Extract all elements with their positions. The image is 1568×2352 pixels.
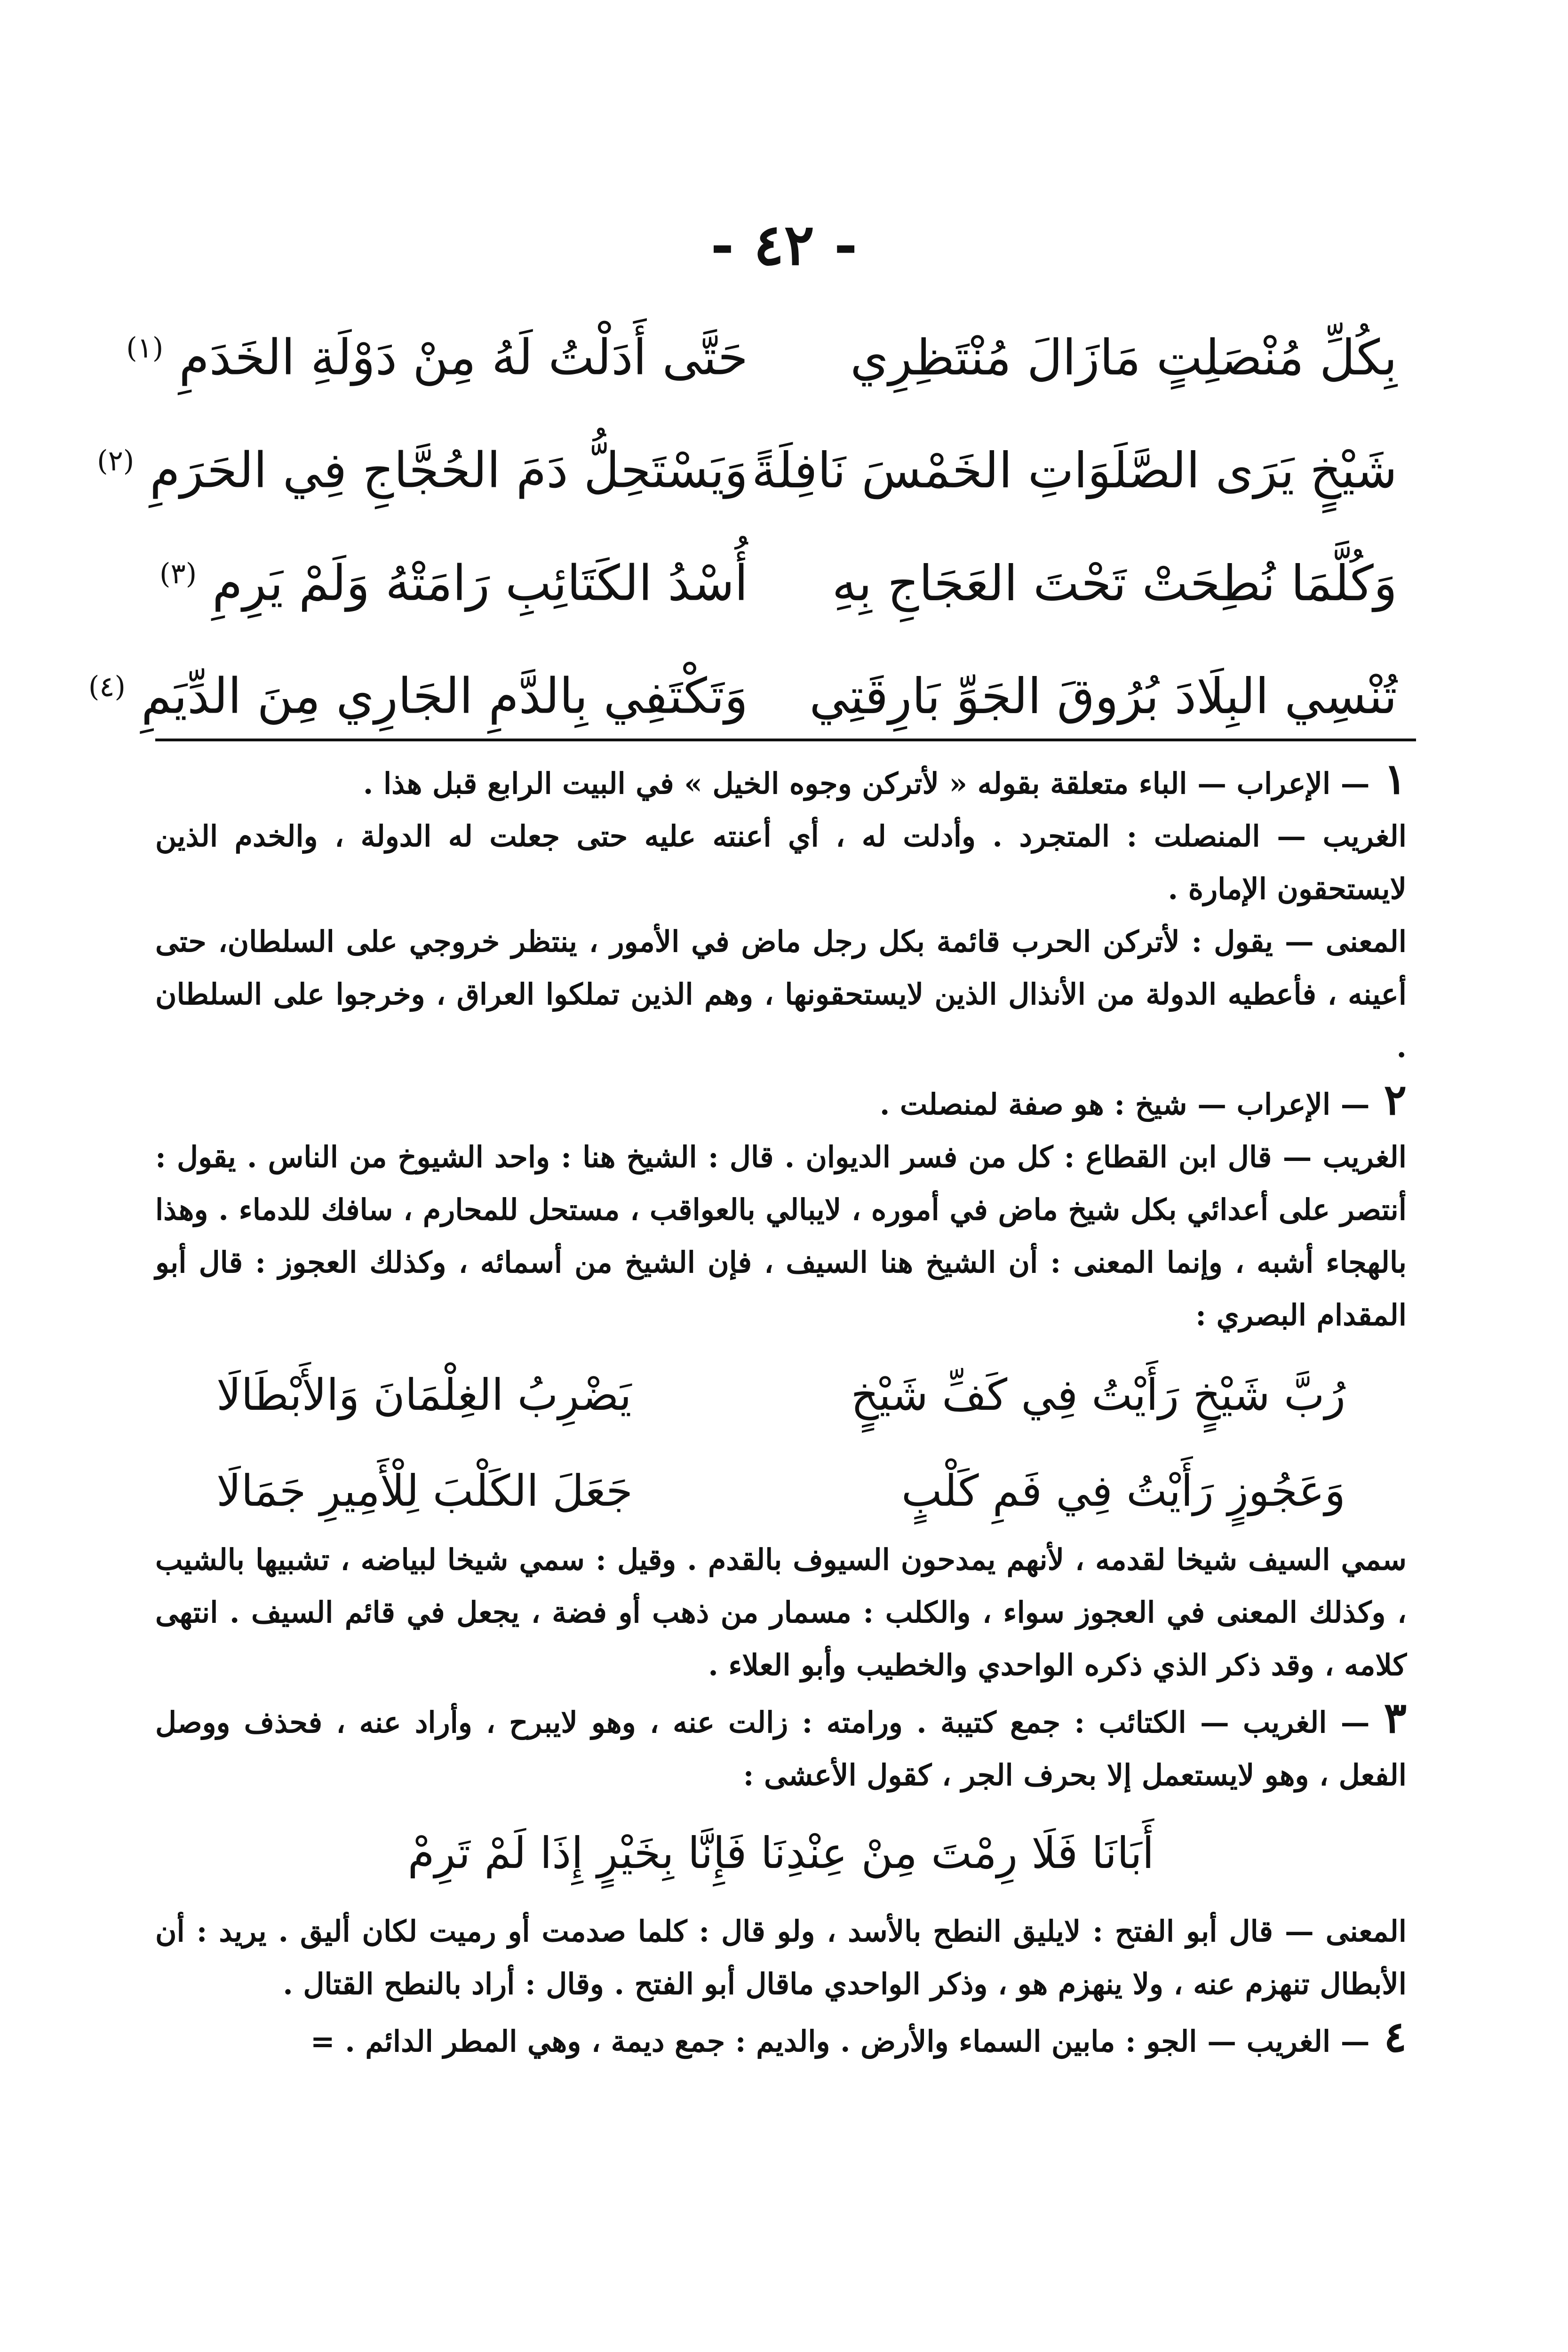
note-2-irab xyxy=(155,1073,1407,1131)
verse-row xyxy=(126,301,1397,414)
quoted-hemistich: جَعَلَ الكَلْبَ لِلْأَمِيرِ جَمَالَا xyxy=(216,1466,633,1516)
note-text: — الغريب — الجو : مابين السماء والأرض . والديم : جمع ديمة ، وهي المطر الدائم . xyxy=(345,2024,1370,2058)
note-3-gharib xyxy=(155,1692,1407,1802)
quoted-verse xyxy=(216,1449,1345,1534)
quoted-hemistich: وَعَجُوزٍ رَأَيْتُ فِي فَمِ كَلْبٍ xyxy=(901,1466,1345,1516)
verse-first-hemistich: تُنْسِي البِلَادَ بُرُوقَ الجَوِّ بَارِقَتِي xyxy=(809,667,1397,725)
note-2-gharib: الغريب — قال ابن القطاع : كل من فسر الديوان . قال : الشيخ هنا : واحد الشيوخ من الناس . يقول : أنتصر على أعدائي بكل شيخ ماض في أموره ، لايبالي بالعواقب ، مستحل للمحارم ، سافك للدماء . وهذا بالهجاء أشبه ، وإنما المعنى : أن الشيخ هنا السيف ، فإن الشيخ من أسمائه ، وكذلك العجوز : قال أبو المقدام البصري : xyxy=(155,1140,1407,1332)
note-2 xyxy=(155,1073,1407,1692)
verse-text: حَتَّى أَدَلْتُ لَهُ مِنْ دَوْلَةِ الخَدَمِ xyxy=(179,328,748,386)
verse-second-hemistich xyxy=(126,301,748,405)
quoted-verse: أَبَانَا فَلَا رِمْتَ مِنْ عِنْدِنَا فَإِنَّا بِخَيْرٍ إِذَا لَمْ تَرِمْ xyxy=(407,1828,1154,1878)
footnote-marker: (٢) xyxy=(97,445,135,477)
note-number: ٢ xyxy=(1384,1075,1407,1125)
note-2-after: سمي السيف شيخا لقدمه ، لأنهم يمدحون السيوف بالقدم . وقيل : سمي شيخا لبياضه ، تشبيها بالشيب ، وكذلك المعنى في العجوز سواء ، والكلب : مسمار من ذهب أو فضة ، يجعل في قائم السيف . انتهى كلامه ، وقد ذكر الذي ذكره الواحدي والخطيب وأبو العلاء . xyxy=(155,1542,1407,1682)
verse-first-hemistich: وَكُلَّمَا نُطِحَتْ تَحْتَ العَجَاجِ بِهِ xyxy=(832,554,1397,612)
verse-second-hemistich xyxy=(97,414,748,517)
verse-row xyxy=(88,640,1397,753)
verse-first-hemistich: شَيْخٍ يَرَى الصَّلَوَاتِ الخَمْسَ نَافِلَةً xyxy=(751,441,1397,499)
quoted-hemistich: رُبَّ شَيْخٍ رَأَيْتُ فِي كَفِّ شَيْخٍ xyxy=(851,1370,1345,1420)
verse-text: أُسْدُ الكَتَائِبِ رَامَتْهُ وَلَمْ يَرِمِ xyxy=(212,554,748,612)
verse-second-hemistich xyxy=(88,640,748,743)
note-text: — الإعراب — الباء متعلقة بقوله « لأتركن وجوه الخيل » في البيت الرابع قبل هذا . xyxy=(363,766,1370,801)
verse-first-hemistich: بِكُلِّ مُنْصَلِتٍ مَازَالَ مُنْتَظِرِي xyxy=(850,328,1397,386)
note-3-mana: المعنى — قال أبو الفتح : لايليق النطح بالأسد ، ولو قال : كلما صدمت أو رميت لكان أليق . يريد : أن الأبطال تنهزم عنه ، ولا ينهزم هو ، وذكر الواحدي ماقال أبو الفتح . وقال : أراد بالنطح القتال . xyxy=(155,1914,1407,2001)
note-text: — الإعراب — شيخ : هو صفة لمنصلت . xyxy=(879,1087,1370,1121)
note-number: ١ xyxy=(1384,754,1407,804)
note-number: ٤ xyxy=(1384,2012,1407,2062)
quoted-verse xyxy=(216,1353,1345,1438)
note-1-gharib: الغريب — المنصلت : المتجرد . وأدلت له ، أي أعنته عليه حتى جعلت له الدولة ، والخدم الذين لايستحقون الإمارة . xyxy=(155,819,1407,906)
note-4-gharib xyxy=(155,2010,1407,2068)
verse-block xyxy=(88,301,1397,753)
note-text: — الغريب — الكتائب : جمع كتيبة . ورامته : زالت عنه ، وهو لايبرح ، وأراد عنه ، فحذف ووصل الفعل ، وهو لايستعمل إلا بحرف الجر ، كقول الأعشى : xyxy=(155,1705,1407,1792)
quoted-hemistich: يَضْرِبُ الغِلْمَانَ وَالأَبْطَالَا xyxy=(216,1370,632,1420)
note-1-mana: المعنى — يقول : لأتركن الحرب قائمة بكل رجل ماض في الأمور ، ينتظر خروجي على السلطان، حتى أعينه ، فأعطيه الدولة من الأنذال الذين لايستحقونها ، وهم الذين تملكوا العراق ، وخرجوا على السلطان . xyxy=(155,924,1407,1064)
footnotes xyxy=(155,753,1407,2068)
verse-text: وَتَكْتَفِي بِالدَّمِ الجَارِي مِنَ الدِّيَمِ xyxy=(141,667,748,725)
verse-second-hemistich xyxy=(155,527,748,630)
footnote-marker: (٤) xyxy=(88,670,126,703)
footnote-divider xyxy=(155,739,1416,741)
footnote-marker: (١) xyxy=(126,332,164,365)
note-number: ٣ xyxy=(1384,1693,1407,1743)
verse-row xyxy=(97,414,1397,527)
note-4 xyxy=(155,2010,1407,2068)
verse-text: وَيَسْتَحِلُّ دَمَ الحُجَّاجِ فِي الحَرَمِ xyxy=(150,441,748,499)
continuation-mark: = xyxy=(310,2024,335,2058)
note-1-irab xyxy=(155,753,1407,810)
footnote-marker: (٣) xyxy=(159,557,197,590)
note-3 xyxy=(155,1692,1407,2010)
page-number: - ٤٢ - xyxy=(710,212,858,278)
verse-row xyxy=(155,527,1397,640)
note-1 xyxy=(155,753,1407,1073)
